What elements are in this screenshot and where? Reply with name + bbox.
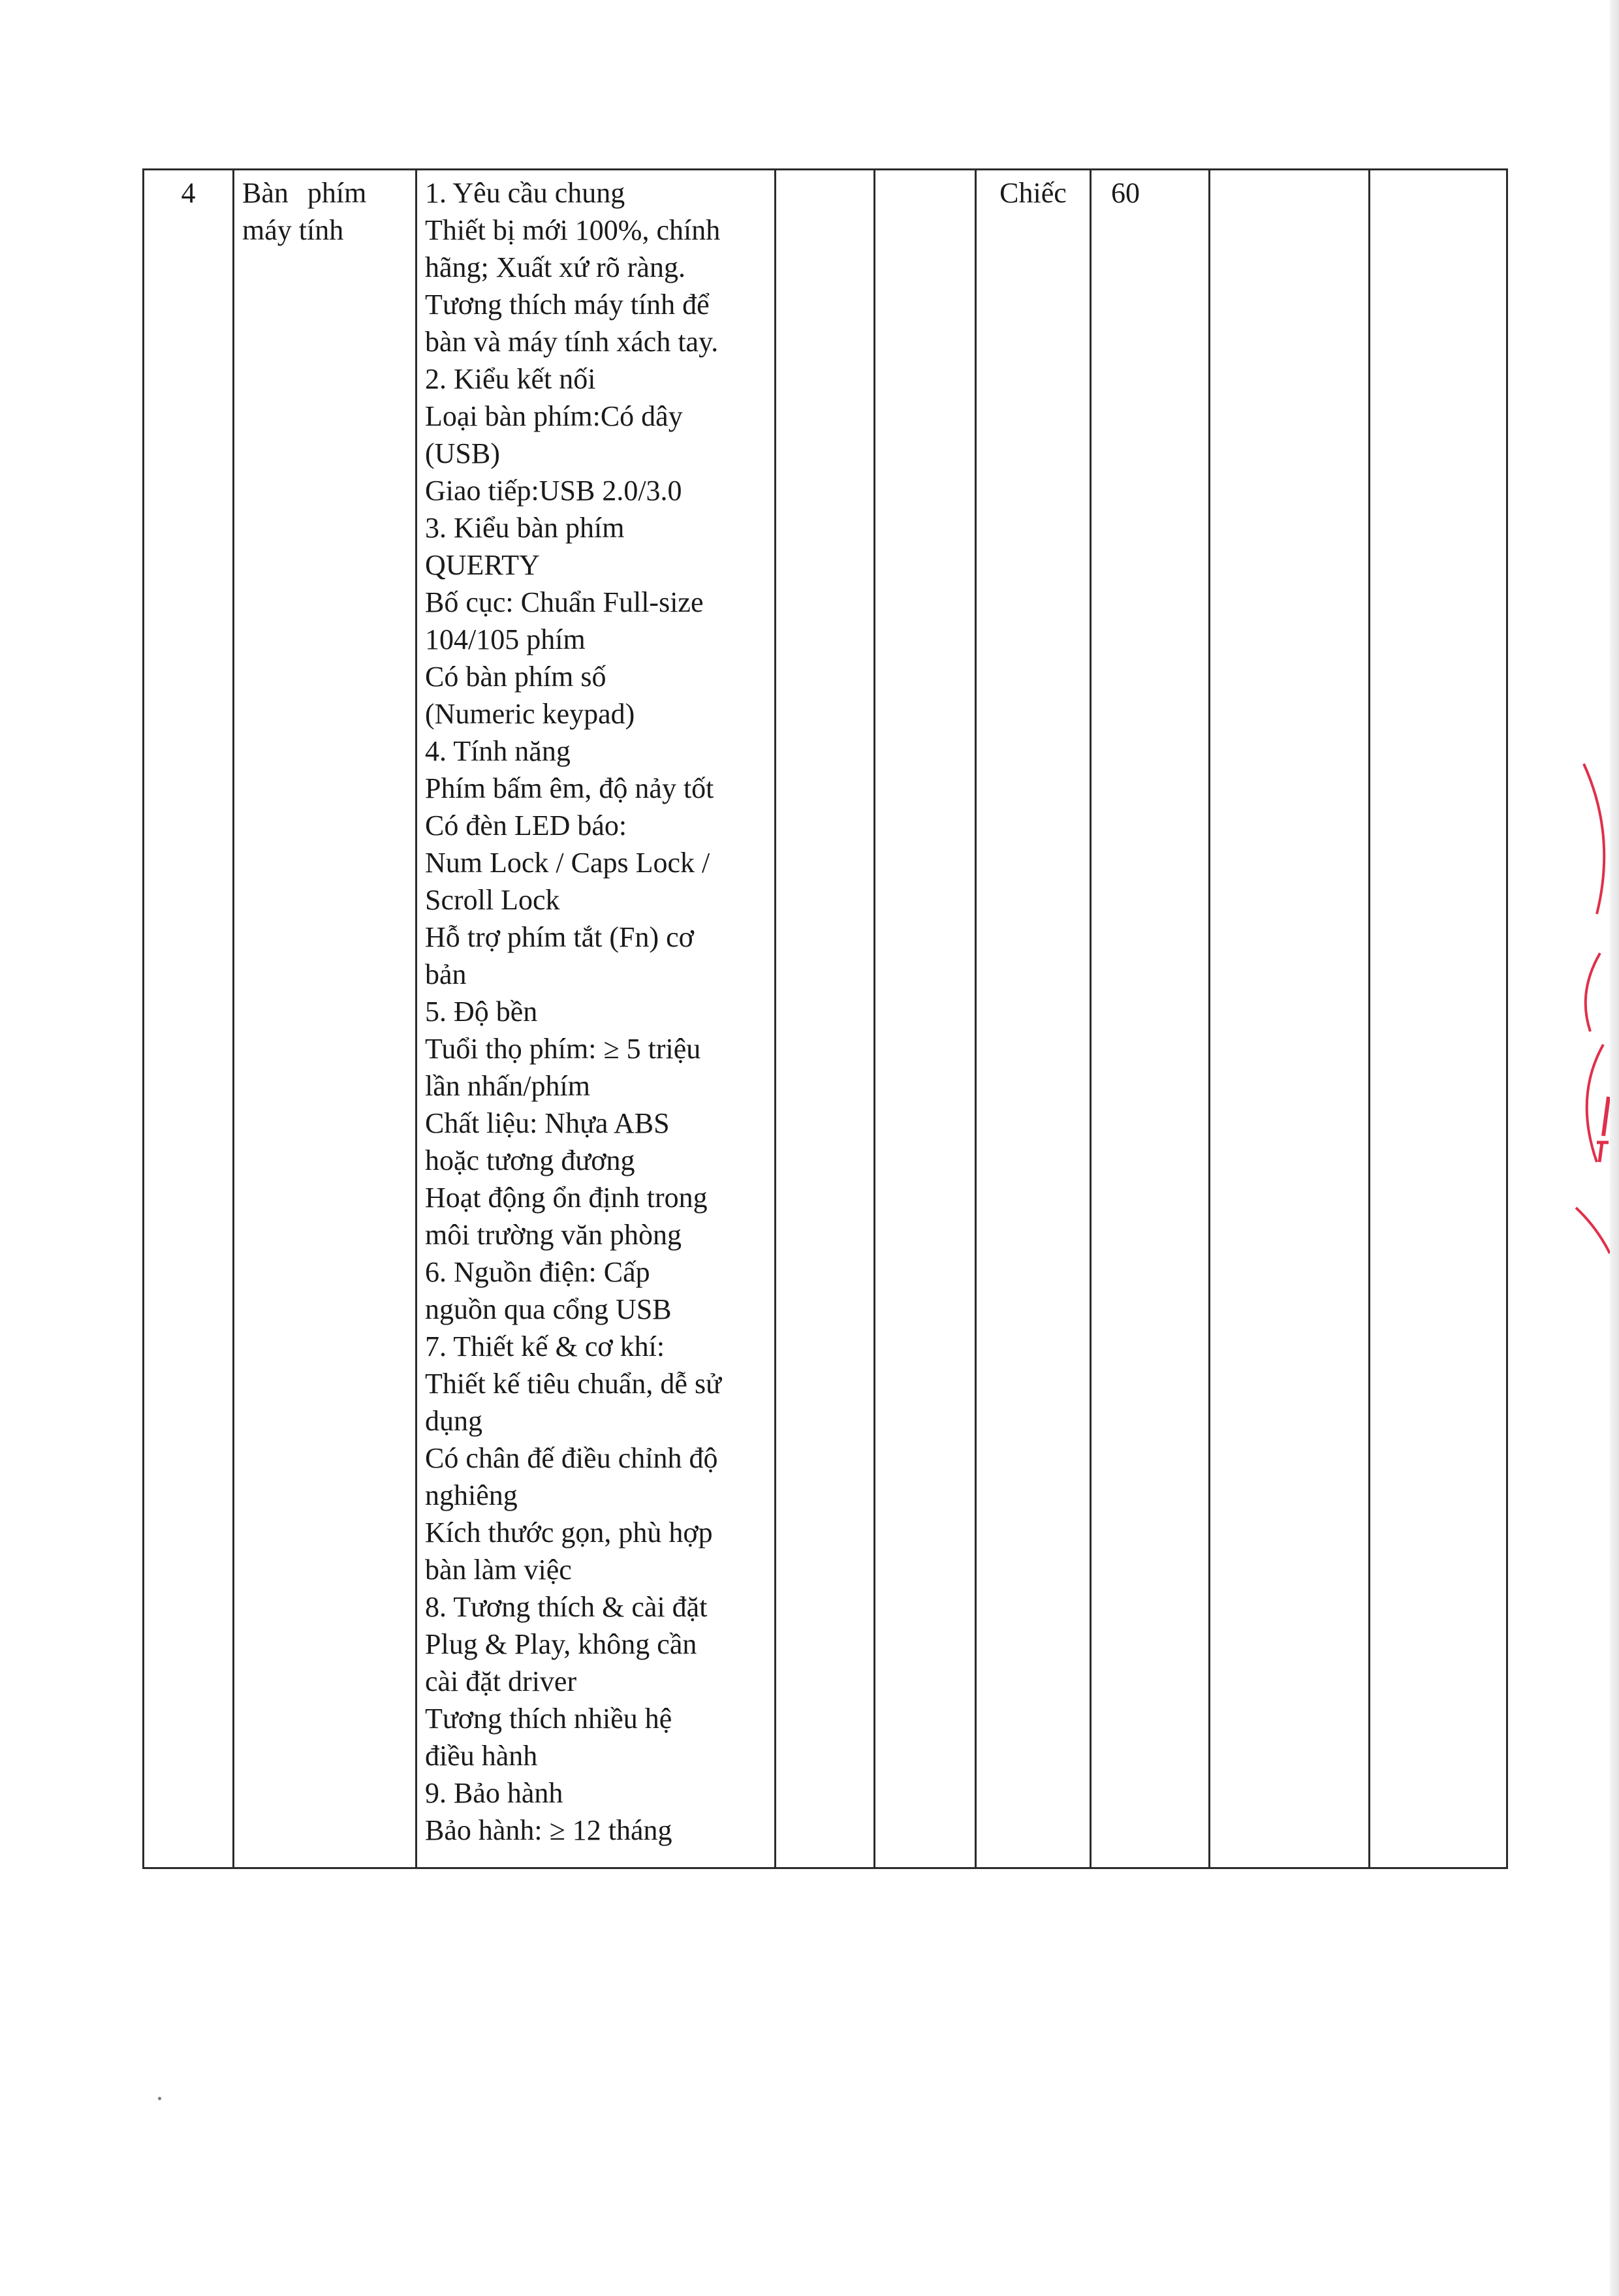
spec-line: Giao tiếp:USB 2.0/3.0 xyxy=(425,475,682,507)
spec-line: Hỗ trợ phím tắt (Fn) cơ xyxy=(425,921,694,953)
stt-value: 4 xyxy=(181,177,196,209)
cell-specification xyxy=(417,170,776,1868)
spec-line: 5. Độ bền xyxy=(425,996,538,1028)
spec-line: Tương thích máy tính để xyxy=(425,289,710,321)
spec-line: Bố cục: Chuẩn Full-size xyxy=(425,586,704,618)
spec-line: Có đèn LED báo: xyxy=(425,810,627,841)
spec-line: cài đặt driver xyxy=(425,1665,577,1697)
spec-line: 3. Kiểu bàn phím xyxy=(425,512,625,544)
cell-empty-3 xyxy=(1210,170,1370,1868)
specification-list xyxy=(425,174,766,1849)
spec-line: Hoạt động ổn định trong xyxy=(425,1182,708,1214)
spec-line: bản xyxy=(425,958,467,990)
item-name-line: Bàn phím xyxy=(242,177,367,209)
spec-line: Num Lock / Caps Lock / xyxy=(425,847,710,879)
unit-value: Chiếc xyxy=(999,177,1067,209)
cell-item-name xyxy=(234,170,417,1868)
spec-line: điều hành xyxy=(425,1740,538,1772)
specification-table xyxy=(142,168,1508,1869)
spec-line: dụng xyxy=(425,1405,482,1437)
scan-speck xyxy=(158,2097,161,2100)
spec-line: Thiết kế tiêu chuẩn, dễ sử xyxy=(425,1368,721,1400)
spec-line: (Numeric keypad) xyxy=(425,698,635,730)
spec-line: Scroll Lock xyxy=(425,884,560,916)
spec-line: 2. Kiểu kết nối xyxy=(425,363,596,395)
spec-line: bàn làm việc xyxy=(425,1554,572,1586)
cell-unit xyxy=(976,170,1091,1868)
cell-empty-2 xyxy=(875,170,976,1868)
spec-line: Plug & Play, không cần xyxy=(425,1628,697,1660)
table-row xyxy=(144,170,1507,1868)
item-name-line: máy tính xyxy=(242,214,344,246)
spec-line: 9. Bảo hành xyxy=(425,1777,563,1809)
spec-line: 7. Thiết kế & cơ khí: xyxy=(425,1330,665,1362)
spec-line: Tương thích nhiều hệ xyxy=(425,1703,672,1735)
spec-line: Loại bàn phím:Có dây xyxy=(425,400,683,432)
spec-line: 4. Tính năng xyxy=(425,735,571,767)
spec-line: bàn và máy tính xách tay. xyxy=(425,326,719,358)
spec-line: môi trường văn phòng xyxy=(425,1219,682,1251)
spec-line: 6. Nguồn điện: Cấp xyxy=(425,1256,650,1288)
spec-line: Bảo hành: ≥ 12 tháng xyxy=(425,1814,672,1846)
spec-line: Có bàn phím số xyxy=(425,661,606,693)
spec-line: (USB) xyxy=(425,437,500,469)
red-stamp-seal xyxy=(1571,757,1610,1266)
cell-quantity xyxy=(1091,170,1210,1868)
spec-line: 8. Tương thích & cài đặt xyxy=(425,1591,708,1623)
spec-line: 104/105 phím xyxy=(425,623,586,655)
cell-empty-4 xyxy=(1370,170,1507,1868)
spec-line: nguồn qua cổng USB xyxy=(425,1293,672,1325)
spec-line: nghiêng xyxy=(425,1479,518,1511)
spec-line: Có chân đế điều chỉnh độ xyxy=(425,1442,718,1474)
spec-line: Chất liệu: Nhựa ABS xyxy=(425,1107,670,1139)
spec-line: hoặc tương đương xyxy=(425,1144,635,1176)
scan-edge xyxy=(1610,0,1619,2296)
spec-line: 1. Yêu cầu chung xyxy=(425,177,625,209)
spec-line: Phím bấm êm, độ nảy tốt xyxy=(425,772,714,804)
spec-line: Thiết bị mới 100%, chính xyxy=(425,214,721,246)
spec-line: Tuổi thọ phím: ≥ 5 triệu xyxy=(425,1033,701,1065)
spec-line: Kích thước gọn, phù hợp xyxy=(425,1517,713,1549)
spec-line: hãng; Xuất xứ rõ ràng. xyxy=(425,251,685,283)
cell-stt xyxy=(144,170,234,1868)
quantity-value: 60 xyxy=(1111,177,1140,209)
spec-line: lần nhấn/phím xyxy=(425,1070,590,1102)
cell-empty-1 xyxy=(776,170,875,1868)
spec-line: QUERTY xyxy=(425,549,540,581)
